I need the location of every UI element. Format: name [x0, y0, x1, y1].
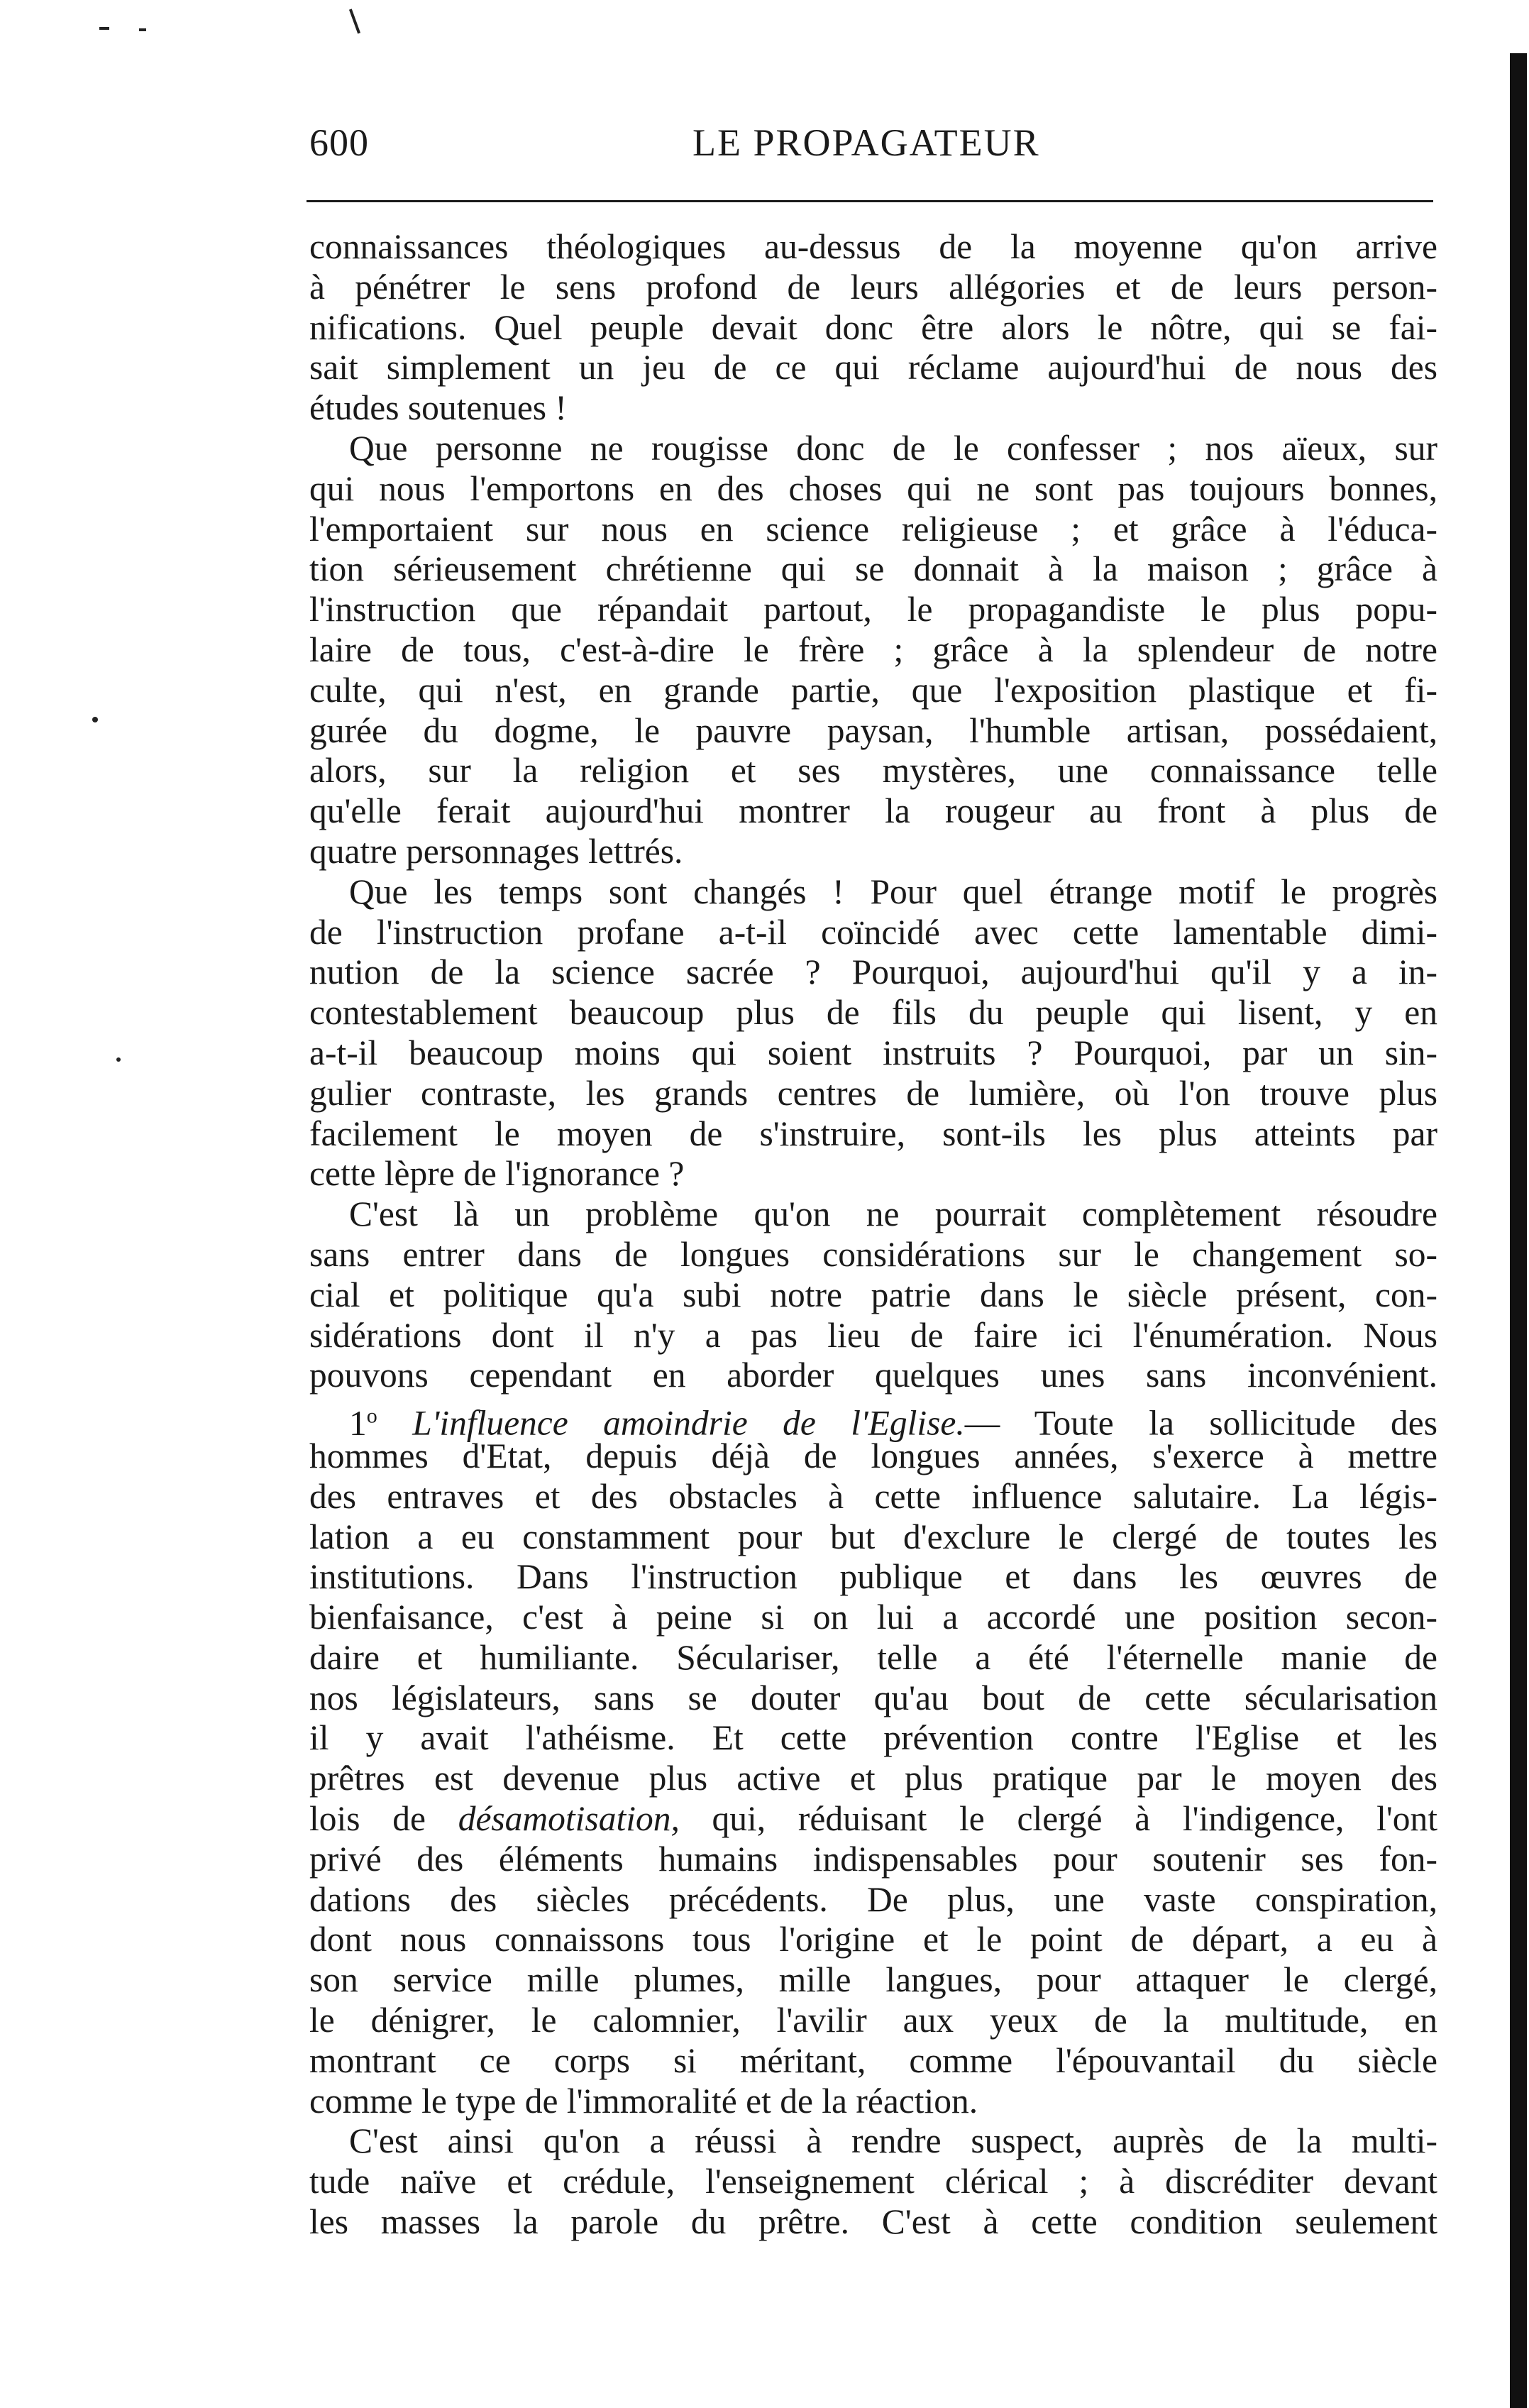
text-line: montrant ce corps si méritant, comme l'épouvantail du siècle: [309, 2040, 1437, 2080]
text-line: hommes d'Etat, depuis déjà de longues années, s'exerce à mettre: [309, 1436, 1437, 1475]
text-line: tion sérieusement chrétienne qui se donnait à la maison ; grâce à: [309, 549, 1437, 589]
text-line: qu'elle ferait aujourd'hui montrer la rougeur au front à plus de: [309, 791, 1437, 831]
text-line: contestablement beaucoup plus de fils du peuple qui lisent, y en: [309, 993, 1437, 1033]
text-line: dont nous connaissons tous l'origine et le point de départ, a eu à: [309, 1920, 1437, 1959]
text-line: privé des éléments humains indispensables pour soutenir ses fon-: [309, 1839, 1437, 1879]
text-line: pouvons cependant en aborder quelques unes sans inconvénient.: [309, 1356, 1437, 1395]
text-line: sait simplement un jeu de ce qui réclame aujourd'hui de nous des: [309, 348, 1437, 387]
text-line-with-term: lois de désamotisation, qui, réduisant le clergé à l'indigence, l'ont: [309, 1799, 1438, 1839]
text-line: laire de tous, c'est-à-dire le frère ; grâce à la splendeur de notre: [309, 630, 1437, 669]
text-line: connaissances théologiques au-dessus de la moyenne qu'on arrive: [309, 227, 1437, 266]
running-title: LE PROPAGATEUR: [692, 121, 1040, 164]
text-line: comme le type de l'immoralité et de la réaction.: [309, 2081, 978, 2121]
text-line: prêtres est devenue plus active et plus pratique par le moyen des: [309, 1759, 1437, 1798]
text-line: Que les temps sont changés ! Pour quel étrange motif le progrès: [349, 872, 1437, 911]
text-line: il y avait l'athéisme. Et cette prévention contre l'Eglise et les: [309, 1718, 1437, 1758]
text-line: cial et politique qu'a subi notre patrie dans le siècle présent, con-: [309, 1275, 1437, 1314]
text-line: gulier contraste, les grands centres de lumière, où l'on trouve plus: [309, 1073, 1437, 1113]
text-line: qui nous l'emportons en des choses qui ne sont pas toujours bonnes,: [309, 468, 1437, 508]
text-line: nifications. Quel peuple devait donc être alors le nôtre, qui se fai-: [309, 307, 1437, 347]
text-line: dations des siècles précédents. De plus, une vaste conspiration,: [309, 1879, 1437, 1919]
header-rule: [307, 200, 1433, 202]
text-line: C'est là un problème qu'on ne pourrait complètement résoudre: [349, 1194, 1437, 1234]
text-line: à pénétrer le sens profond de leurs allégories et de leurs person-: [309, 267, 1437, 307]
text-line: son service mille plumes, mille langues, pour attaquer le clergé,: [309, 1960, 1437, 2000]
text-line: cette lèpre de l'ignorance ?: [309, 1154, 685, 1194]
page-number: 600: [309, 121, 369, 164]
margin-speck: [116, 1057, 121, 1062]
text-line: nution de la science sacrée ? Pourquoi, aujourd'hui qu'il y a in-: [309, 952, 1437, 992]
text-line: le dénigrer, le calomnier, l'avilir aux yeux de la multitude, en: [309, 2001, 1437, 2040]
text-line: sans entrer dans de longues considérations sur le changement so-: [309, 1234, 1437, 1274]
text-line: études soutenues !: [309, 388, 567, 428]
section-number: 1$^o$: [349, 1403, 377, 1443]
text-line: l'emportaient sur nous en science religieuse ; et grâce à l'éduca-: [309, 509, 1437, 549]
italic-term: désamotisation,: [458, 1799, 680, 1839]
text-line: lation a eu constamment pour but d'exclure le clergé de toutes les: [309, 1517, 1437, 1556]
margin-speck: [139, 28, 146, 31]
text-line: bienfaisance, c'est à peine si on lui a accordé une position secon-: [309, 1598, 1437, 1637]
margin-speck: [349, 9, 360, 33]
text-line: tude naïve et crédule, l'enseignement clérical ; à discréditer devant: [309, 2162, 1437, 2201]
text-line: gurée du dogme, le pauvre paysan, l'humble artisan, possédaient,: [309, 710, 1437, 750]
binding-edge: [1510, 53, 1527, 2408]
text-line: l'instruction que répandait partout, le propagandiste le plus popu-: [309, 590, 1437, 630]
text-line: de l'instruction profane a-t-il coïncidé avec cette lamentable dimi-: [309, 912, 1437, 952]
page-header: [309, 114, 1430, 170]
text-line: sidérations dont il n'y a pas lieu de faire ici l'énumération. Nous: [309, 1315, 1437, 1355]
section-title: L'influence amoindrie de l'Eglise.: [412, 1403, 965, 1443]
margin-speck: [92, 717, 98, 722]
section-heading-line: [309, 1396, 1438, 1443]
section-dash: —: [964, 1403, 1000, 1443]
text-line: institutions. Dans l'instruction publique et dans les œuvres de: [309, 1557, 1437, 1597]
text-line: C'est ainsi qu'on a réussi à rendre suspect, auprès de la multi-: [349, 2121, 1437, 2161]
text-fragment: Toute la sollicitude des: [1034, 1403, 1438, 1443]
text-line: alors, sur la religion et ses mystères, une connaissance telle: [309, 751, 1437, 791]
text-line: daire et humiliante. Séculariser, telle a été l'éternelle manie de: [309, 1637, 1437, 1677]
margin-speck: [99, 27, 109, 30]
body-text: [309, 227, 1437, 2243]
text-line: les masses la parole du prêtre. C'est à cette condition seulement: [309, 2202, 1437, 2242]
text-line: culte, qui n'est, en grande partie, que l'exposition plastique et fi-: [309, 670, 1437, 710]
text-line: Que personne ne rougisse donc de le confesser ; nos aïeux, sur: [349, 428, 1437, 468]
text-line: des entraves et des obstacles à cette influence salutaire. La légis-: [309, 1476, 1437, 1516]
text-line: facilement le moyen de s'instruire, sont-ils les plus atteints par: [309, 1114, 1437, 1153]
text-line: nos législateurs, sans se douter qu'au bout de cette sécularisation: [309, 1678, 1437, 1717]
text-line: a-t-il beaucoup moins qui soient instruits ? Pourquoi, par un sin-: [309, 1033, 1437, 1072]
text-line: quatre personnages lettrés.: [309, 831, 683, 871]
